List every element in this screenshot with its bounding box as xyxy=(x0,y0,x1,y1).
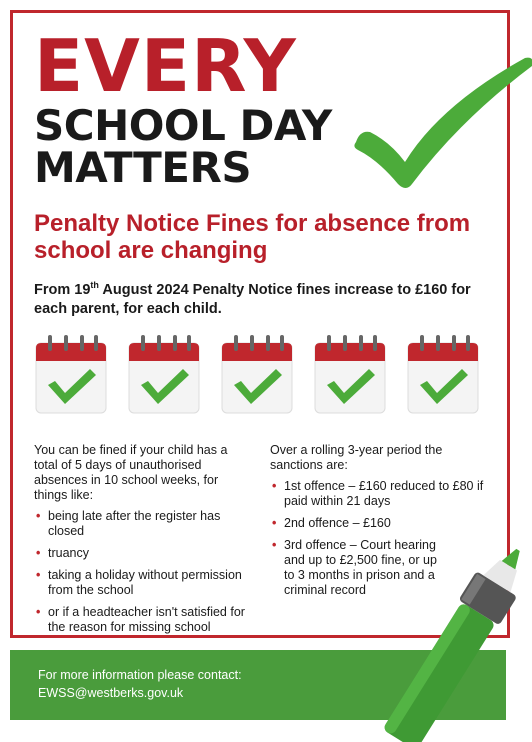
headline-every: EVERY xyxy=(34,24,297,108)
list-item: • 3rd offence – Court hearing and up to £2,500 fine, or up to 3 months in prison and a criminal record xyxy=(272,538,437,597)
calendar-check-icon xyxy=(127,333,201,415)
calendar-check-icon xyxy=(34,333,108,415)
big-checkmark-icon xyxy=(350,50,532,190)
marker-pen-icon xyxy=(365,548,532,742)
list-item: • or if a headteacher isn't satisfied for the reason for missing school xyxy=(36,605,245,634)
calendar-check-icon xyxy=(313,333,387,415)
left-column xyxy=(34,443,254,642)
list-item: • 1st offence – £160 reduced to £80 if paid within 21 days xyxy=(272,479,484,508)
list-item: • 2nd offence – £160 xyxy=(272,516,391,530)
bullet: • xyxy=(36,509,41,523)
right-column-intro: Over a rolling 3-year period the sanctions are: xyxy=(270,443,443,472)
list-item: • taking a holiday without permission from the school xyxy=(36,568,242,597)
footer-email-link[interactable]: EWSS@westberks.gov.uk xyxy=(38,686,184,700)
calendar-check-icon xyxy=(220,333,294,415)
headline-matters: MATTERS xyxy=(34,143,252,192)
left-column-intro: You can be fined if your child has a total of 5 days of unauthorised absences in 10 school weeks, for things like: xyxy=(34,443,228,502)
intro-text: From 19th August 2024 Penalty Notice fines increase to £160 for each parent, for each child. xyxy=(34,280,471,317)
headline-school-day: SCHOOL DAY xyxy=(34,101,332,150)
subheading: Penalty Notice Fines for absence from school are changing xyxy=(34,210,471,264)
bullet: • xyxy=(272,538,277,552)
bullet: • xyxy=(36,546,41,560)
bullet: • xyxy=(36,605,41,619)
footer-label: For more information please contact: xyxy=(38,668,242,682)
list-item: • truancy xyxy=(36,546,89,560)
bullet: • xyxy=(272,516,277,530)
calendar-check-icon xyxy=(406,333,480,415)
bullet: • xyxy=(272,479,277,493)
left-column-list xyxy=(34,509,254,635)
list-item: • being late after the register has closed xyxy=(36,509,221,538)
bullet: • xyxy=(36,568,41,582)
